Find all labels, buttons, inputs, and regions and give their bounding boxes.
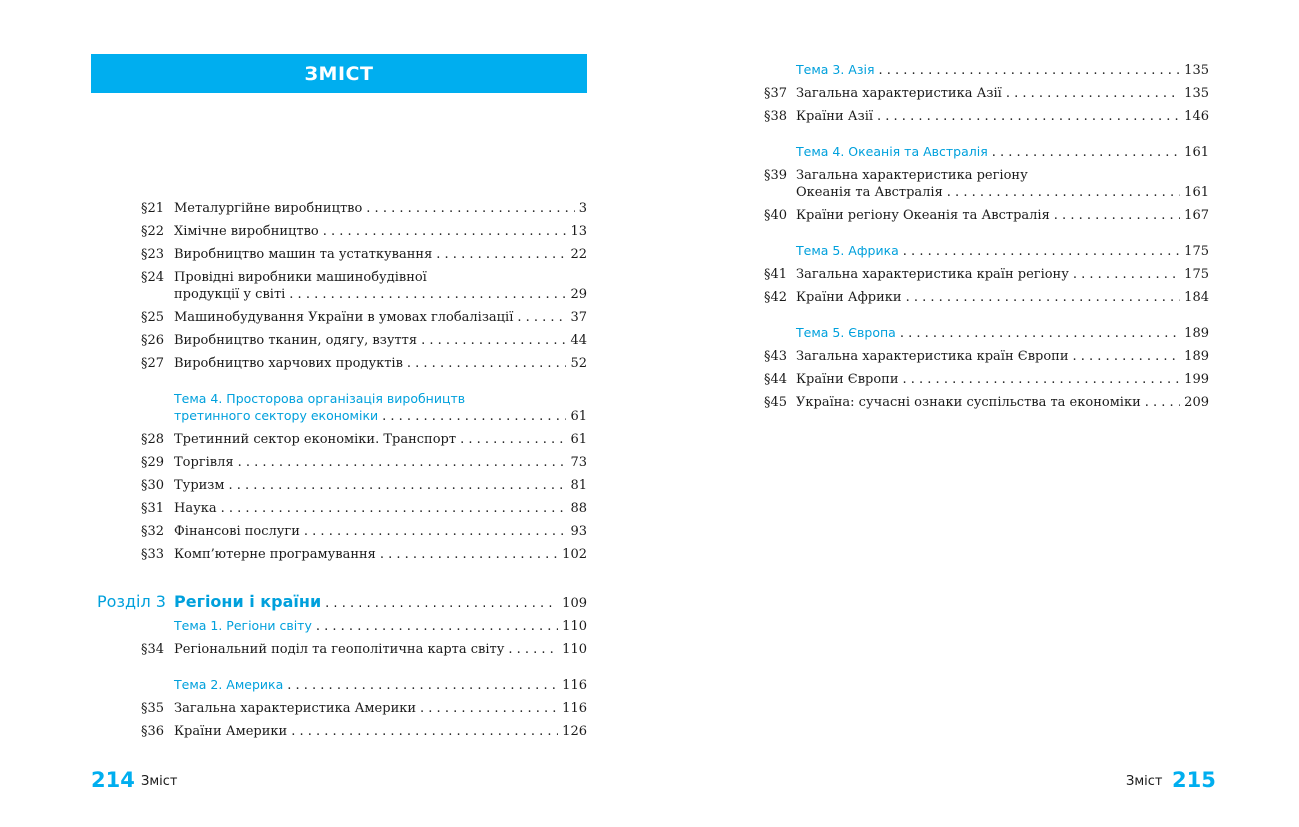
running-footer: Зміст [1126,774,1163,789]
toc-entry[interactable]: §43 Загальна характеристика країн Європи . . . 189 [650,348,1299,365]
toc-entry[interactable]: §21 Металургійне виробництво . . . 3 [0,200,650,217]
toc-entry[interactable]: §30 Туризм . . . 81 [0,477,650,494]
toc-entry[interactable]: §39 Загальна характеристика регіону Океанія та Австралія . . . 161 [650,167,1299,201]
toc-topic[interactable]: Тема 4. Океанія та Австралія . . . 161 [650,143,1299,161]
page-number: 215 [1172,768,1216,792]
toc-topic[interactable]: Тема 5. Африка . . . 175 [650,242,1299,260]
toc-entry[interactable]: §35 Загальна характеристика Америки . . . 116 [0,700,650,717]
toc-entry[interactable]: §24 Провідні виробники машинобудівної продукції у світі . . . 29 [0,269,650,303]
toc-left [0,200,650,746]
toc-entry[interactable]: §36 Країни Америки . . . 126 [0,723,650,740]
toc-entry[interactable]: §27 Виробництво харчових продуктів . . . 52 [0,355,650,372]
toc-entry[interactable]: §32 Фінансові послуги . . . 93 [0,523,650,540]
toc-topic[interactable]: Тема 5. Європа . . . 189 [650,324,1299,342]
toc-entry[interactable]: §40 Країни регіону Океанія та Австралія . . . 167 [650,207,1299,224]
toc-topic[interactable]: Тема 3. Азія . . . 135 [650,61,1299,79]
toc-entry[interactable]: §22 Хімічне виробництво . . . 13 [0,223,650,240]
page-title: ЗМІСТ [91,54,587,93]
toc-right [650,61,1299,417]
toc-entry[interactable]: §38 Країни Азії . . . 146 [650,108,1299,125]
right-page [650,0,1299,827]
toc-entry[interactable]: §29 Торгівля . . . 73 [0,454,650,471]
toc-entry[interactable]: §28 Третинний сектор економіки. Транспорт . . . 61 [0,431,650,448]
page-number: 214 [91,768,135,792]
toc-topic[interactable]: Тема 4. Просторова організація виробництв третинного сектору економіки . . . 61 [0,390,650,425]
toc-entry[interactable]: §42 Країни Африки . . . 184 [650,289,1299,306]
toc-entry[interactable]: §34 Регіональний поділ та геополітична карта світу . . . 110 [0,641,650,658]
toc-entry[interactable]: §26 Виробництво тканин, одягу, взуття . . . 44 [0,332,650,349]
toc-entry[interactable]: §31 Наука . . . 88 [0,500,650,517]
toc-entry[interactable]: §37 Загальна характеристика Азії . . . 135 [650,85,1299,102]
running-footer: Зміст [141,774,178,789]
toc-topic[interactable]: Тема 2. Америка . . . 116 [0,676,650,694]
toc-topic[interactable]: Тема 1. Регіони світу . . . 110 [0,617,650,635]
toc-entry[interactable]: §45 Україна: сучасні ознаки суспільства та економіки . . . 209 [650,394,1299,411]
toc-entry[interactable]: §41 Загальна характеристика країн регіону . . . 175 [650,266,1299,283]
toc-entry[interactable]: §23 Виробництво машин та устаткування . . . 22 [0,246,650,263]
toc-entry[interactable]: §25 Машинобудування України в умовах глобалізації . . . 37 [0,309,650,326]
toc-entry[interactable]: §33 Комп’ютерне програмування . . . 102 [0,546,650,563]
toc-entry[interactable]: §44 Країни Європи . . . 199 [650,371,1299,388]
toc-section[interactable]: Розділ 3 Регіони і країни . . . 109 [0,593,650,612]
